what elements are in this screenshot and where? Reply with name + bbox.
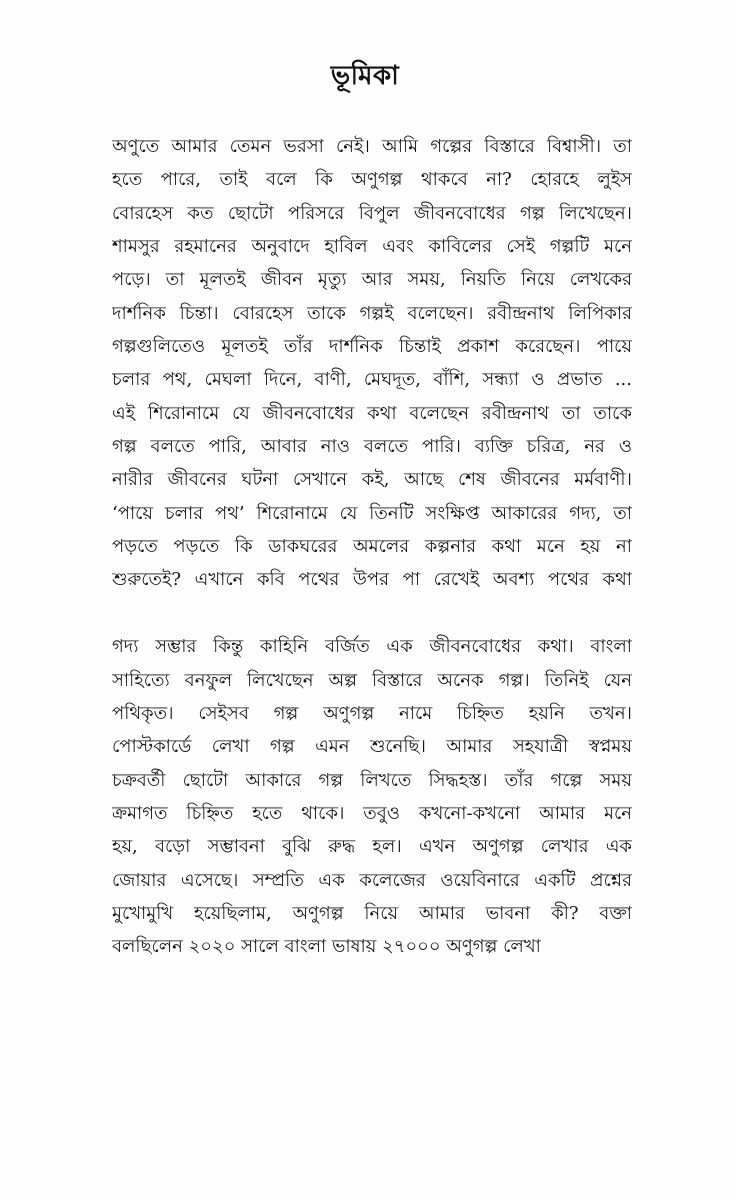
body-paragraph — [112, 130, 632, 964]
text-line-13: পড়তে পড়তে কি ডাকঘরের অমলের কল্পনার কথা মনে হয় না — [112, 536, 632, 558]
text-line-25: বলছিলেন ২০২০ সালে বাংলা ভাষায় ২৭০০০ অণুগল্প লেখা — [112, 936, 541, 958]
page-title: ভূমিকা — [330, 61, 400, 91]
text-line-11: নারীর জীবনের ঘটনা সেখানে কই, আছে শেষ জীবনের মর্মবাণী। — [112, 469, 632, 491]
text-line-3: বোরহেস কত ছোটো পরিসরে বিপুল জীবনবোধের গল্প লিখেছেন। — [112, 202, 632, 224]
text-line-19: পোস্টকার্ডে লেখা গল্প এমন শুনেছি। আমার সহযাত্রী স্বপ্নময় — [112, 736, 632, 758]
text-line-7: গল্পগুলিতেও মূলতই তাঁর দার্শনিক চিন্তাই প্রকাশ করেছেন। পায়ে — [112, 336, 632, 358]
text-line-5: পড়ে। তা মূলতই জীবন মৃত্যু আর সময়, নিয়তি নিয়ে লেখকের — [112, 269, 632, 291]
text-line-1: অণুতে আমার তেমন ভরসা নেই। আমি গল্পের বিস্তারে বিশ্বাসী। তা — [112, 136, 632, 157]
text-line-23: জোয়ার এসেছে। সম্প্রতি এক কলেজের ওয়েবিনারে একটি প্রশ্নের — [112, 869, 632, 891]
text-line-10: গল্প বলতে পারি, আবার নাও বলতে পারি। ব্যক্তি চরিত্র, নর ও — [112, 436, 632, 458]
text-line-14: শুরুতেই? এখানে কবি পথের উপর পা রেখেই অবশ্য পথের কথা — [112, 569, 632, 591]
text-line-18: পথিকৃত। সেইসব গল্প অণুগল্প নামে চিহ্নিত হয়নি তখন। — [112, 702, 632, 724]
text-line-17: সাহিত্যে বনফুল লিখেছেন অল্প বিস্তারে অনেক গল্প। তিনিই যেন — [112, 669, 632, 691]
text-line-9: এই শিরোনামে যে জীবনবোধের কথা বলেছেন রবীন্দ্রনাথ তা তাকে — [112, 402, 632, 424]
text-line-21: ক্রমাগত চিহ্নিত হতে থাকে। তবুও কখনো-কখনো আমার মনে — [112, 802, 632, 824]
text-line-6: দার্শনিক চিন্তা। বোরহেস তাকে গল্পই বলেছেন। রবীন্দ্রনাথ লিপিকার — [112, 302, 632, 324]
text-line-20: চক্রবর্তী ছোটো আকারে গল্প লিখতে সিদ্ধহস্ত। তাঁর গল্পে সময় — [112, 769, 632, 791]
text-line-8: চলার পথ, মেঘলা দিনে, বাণী, মেঘদূত, বাঁশি, সন্ধ্যা ও প্রভাত ... — [112, 369, 632, 391]
text-line-16: গদ্য সম্ভার কিন্তু কাহিনি বর্জিত এক জীবনবোধের কথা। বাংলা — [112, 636, 632, 658]
text-line-15-faded — [112, 597, 632, 630]
text-line-4: শামসুর রহমানের অনুবাদে হাবিল এবং কাবিলের সেই গল্পটি মনে — [112, 236, 632, 258]
text-line-22: হয়, বড়ো সম্ভাবনা বুঝি রুদ্ধ হল। এখন অণুগল্প লেখার এক — [112, 836, 632, 858]
text-line-12: ‘পায়ে চলার পথ’ শিরোনামে যে তিনটি সংক্ষিপ্ত আকারের গদ্য, তা — [112, 502, 632, 524]
text-line-2: হতে পারে, তাই বলে কি অণুগল্প থাকবে না? হোরহে লুইস — [112, 169, 632, 191]
text-line-24: মুখোমুখি হয়েছিলাম, অণুগল্প নিয়ে আমার ভাবনা কী? বক্তা — [112, 902, 632, 924]
